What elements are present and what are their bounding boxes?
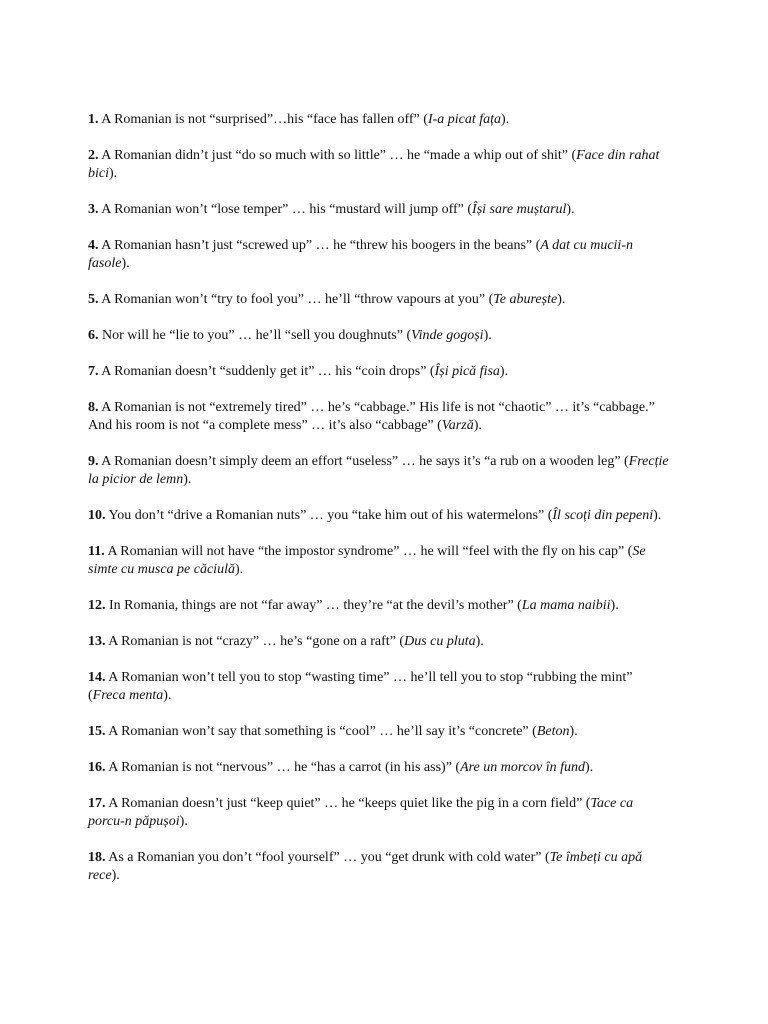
item-text: A Romanian won’t say that something is “cool” … he’ll say it’s “concrete” (	[105, 724, 537, 739]
item-number: 4	[88, 238, 95, 253]
list-item: 17. A Romanian doesn’t just “keep quiet” … he “keeps quiet like the pig in a corn field” (Tace ca porcu-n păpușoi).	[88, 796, 634, 829]
romanian-phrase: Își pică fisa	[434, 364, 500, 379]
item-number: 15	[88, 724, 102, 739]
romanian-phrase: Vinde gogoși	[411, 328, 484, 343]
list-item: 5. A Romanian won’t “try to fool you” … he’ll “throw vapours at you” (Te aburește).	[88, 292, 566, 307]
item-text: A Romanian didn’t just “do so much with so little” … he “made a whip out of shit” (	[98, 148, 577, 163]
item-text: You don’t “drive a Romanian nuts” … you “take him out of his watermelons” (	[105, 508, 553, 523]
item-text: A Romanian doesn’t “suddenly get it” … his “coin drops” (	[98, 364, 435, 379]
romanian-phrase: Tace ca porcu-n păpușoi	[88, 796, 634, 829]
romanian-phrase: Își sare muștarul	[472, 202, 567, 217]
list-item: 6. Nor will he “lie to you” … he’ll “sell you doughnuts” (Vinde gogoși).	[88, 328, 492, 343]
item-number: 12	[88, 598, 102, 613]
item-number: 2	[88, 148, 95, 163]
romanian-phrase: Dus cu pluta	[404, 634, 476, 649]
item-text: A Romanian hasn’t just “screwed up” … he “threw his boogers in the beans” (	[98, 238, 541, 253]
item-number: 13	[88, 634, 102, 649]
list-item: 11. A Romanian will not have “the impostor syndrome” … he will “feel with the fly on his cap” (Se simte cu musca pe căciulă).	[88, 544, 646, 577]
item-number: 5	[88, 292, 95, 307]
romanian-phrase: La mama naibii	[521, 598, 611, 613]
item-number: 9	[88, 454, 95, 469]
list-item: 4. A Romanian hasn’t just “screwed up” … he “threw his boogers in the beans” (A dat cu mucii-n fasole).	[88, 238, 633, 271]
item-text: A Romanian doesn’t just “keep quiet” … he “keeps quiet like the pig in a corn field” (	[105, 796, 591, 811]
item-text: A Romanian is not “nervous” … he “has a carrot (in his ass)” (	[105, 760, 461, 775]
item-text: A Romanian won’t tell you to stop “wasting time” … he’ll tell you to stop “rubbing the mint” (	[88, 670, 633, 703]
list-item: 13. A Romanian is not “crazy” … he’s “gone on a raft” (Dus cu pluta).	[88, 634, 484, 649]
romanian-phrase: Varză	[441, 418, 474, 433]
item-number: 18	[88, 850, 102, 865]
item-text: A Romanian is not “crazy” … he’s “gone on a raft” (	[105, 634, 405, 649]
list-item: 14. A Romanian won’t tell you to stop “wasting time” … he’ll tell you to stop “rubbing the mint” (Freca menta).	[88, 670, 633, 703]
romanian-phrase: Frecție la picior de lemn	[88, 454, 669, 487]
item-text: A Romanian is not “surprised”…his “face has fallen off” (	[98, 112, 428, 127]
item-number: 1	[88, 112, 95, 127]
item-number: 17	[88, 796, 102, 811]
item-text: In Romania, things are not “far away” … they’re “at the devil’s mother” (	[105, 598, 522, 613]
romanian-phrase: Te aburește	[493, 292, 558, 307]
item-number: 3	[88, 202, 95, 217]
romanian-phrase: Beton	[536, 724, 570, 739]
romanian-phrase: Se simte cu musca pe căciulă	[88, 544, 646, 577]
list-item: 1. A Romanian is not “surprised”…his “face has fallen off” (I-a picat fața).	[88, 112, 510, 127]
romanian-phrase: Freca menta	[92, 688, 164, 703]
romanian-phrase: A dat cu mucii-n fasole	[88, 238, 633, 271]
romanian-phrase: I-a picat fața	[427, 112, 502, 127]
item-text: Nor will he “lie to you” … he’ll “sell you doughnuts” (	[98, 328, 412, 343]
item-text: A Romanian won’t “lose temper” … his “mustard will jump off” (	[98, 202, 473, 217]
item-number: 14	[88, 670, 102, 685]
list-item: 7. A Romanian doesn’t “suddenly get it” … his “coin drops” (Își pică fisa).	[88, 364, 509, 379]
list-item: 12. In Romania, things are not “far away” … they’re “at the devil’s mother” (La mama naibii).	[88, 598, 619, 613]
list-item: 2. A Romanian didn’t just “do so much with so little” … he “made a whip out of shit” (Face din rahat bici).	[88, 148, 660, 181]
romanian-phrase: Îl scoți din pepeni	[552, 508, 654, 523]
item-number: 6	[88, 328, 95, 343]
list-item: 16. A Romanian is not “nervous” … he “has a carrot (in his ass)” (Are un morcov în fund).	[88, 760, 594, 775]
item-text: A Romanian won’t “try to fool you” … he’ll “throw vapours at you” (	[98, 292, 494, 307]
item-text: A Romanian doesn’t simply deem an effort “useless” … he says it’s “a rub on a wooden leg” (	[98, 454, 629, 469]
item-number: 10	[88, 508, 102, 523]
romanian-phrase: Face din rahat bici	[88, 148, 660, 181]
romanian-phrase: Are un morcov în fund	[460, 760, 586, 775]
list-item: 9. A Romanian doesn’t simply deem an effort “useless” … he says it’s “a rub on a wooden leg” (Frecție la picior de lemn).	[88, 454, 669, 487]
item-text: A Romanian will not have “the impostor syndrome” … he will “feel with the fly on his cap” (	[104, 544, 633, 559]
item-number: 8	[88, 400, 95, 415]
item-number: 16	[88, 760, 102, 775]
list-item: 18. As a Romanian you don’t “fool yourself” … you “get drunk with cold water” (Te îmbeți cu apă rece).	[88, 850, 643, 883]
document-body	[88, 111, 672, 903]
item-number: 11	[88, 544, 102, 559]
romanian-phrase: Te îmbeți cu apă rece	[88, 850, 643, 883]
list-item: 10. You don’t “drive a Romanian nuts” … you “take him out of his watermelons” (Îl scoți din pepeni).	[88, 508, 662, 523]
list-item: 3. A Romanian won’t “lose temper” … his “mustard will jump off” (Își sare muștarul).	[88, 202, 575, 217]
list-item: 15. A Romanian won’t say that something is “cool” … he’ll say it’s “concrete” (Beton).	[88, 724, 578, 739]
item-number: 7	[88, 364, 95, 379]
item-text: A Romanian is not “extremely tired” … he’s “cabbage.” His life is not “chaotic” … it’s “cabbage.” And his room is not “a complete mess” … it’s also “cabbage” (	[88, 400, 655, 433]
item-text: As a Romanian you don’t “fool yourself” … you “get drunk with cold water” (	[105, 850, 550, 865]
list-item: 8. A Romanian is not “extremely tired” … he’s “cabbage.” His life is not “chaotic” … it’s “cabbage.” And his room is not “a complete mess” … it’s also “cabbage” (Varză).	[88, 400, 655, 433]
